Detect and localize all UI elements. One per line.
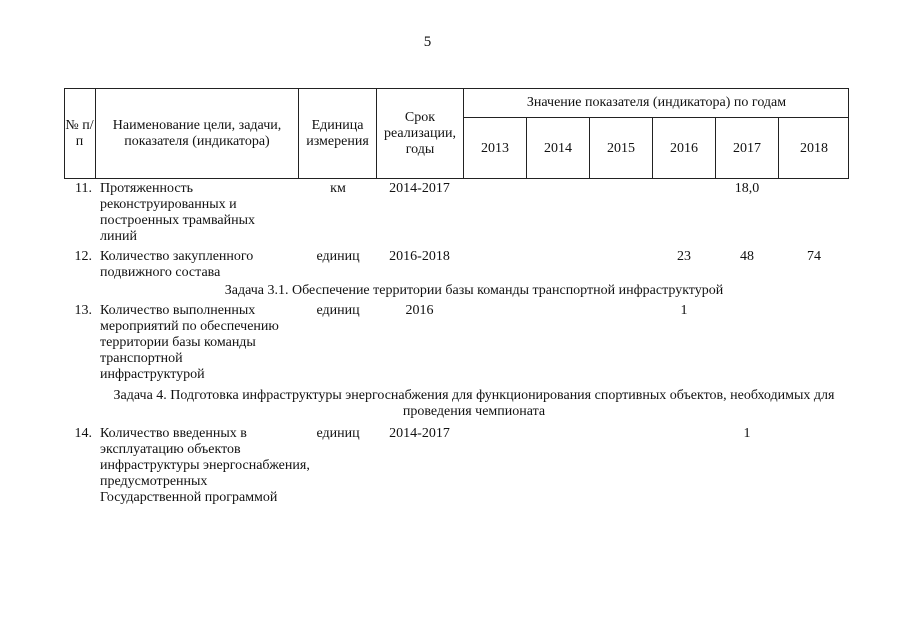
header-name: Наименование цели, задачи, показателя (индикатора) [112,117,282,149]
header-year-2015: 2015 [607,140,635,156]
row-name: Протяженность реконструированных и построенных трамвайных линий [100,181,256,244]
header-term: Срок реализации, годы [384,109,456,157]
row-unit: единиц [316,303,360,318]
header-number: № п/п [65,117,94,149]
row-name: Количество выполненных мероприятий по обеспечению территории базы команды транспортной инфраструктурой [100,303,279,382]
row-term: 2016-2018 [389,249,450,264]
task-heading: Задача 4. Подготовка инфраструктуры энергоснабжения для функционирования спортивных объектов, необходимых для проведения чемпионата [113,388,835,419]
row-value-2017: 1 [743,426,751,441]
header-unit: Единица измерения [306,117,369,149]
row-term: 2014-2017 [389,426,450,441]
row-term: 2014-2017 [389,181,450,196]
row-number: 11. [75,181,92,196]
header-year-2017: 2017 [733,140,761,156]
row-term: 2016 [405,303,434,318]
row-unit: единиц [316,249,360,264]
header-year-2016: 2016 [670,140,698,156]
row-value-2017: 18,0 [734,181,760,196]
row-name: Количество закупленного подвижного состава [100,249,254,280]
header-year-2018: 2018 [800,140,828,156]
row-number: 14. [74,426,92,441]
row-value-2018: 74 [807,249,821,264]
row-value-2016: 23 [677,249,691,264]
row-number: 13. [74,303,92,318]
page-number: 5 [423,34,432,50]
row-name: Количество введенных в эксплуатацию объектов инфраструктуры энергоснабжения, предусмотренных Государственной программой [100,426,310,505]
header-values-group: Значение показателя (индикатора) по годам [526,94,787,110]
row-unit: единиц [316,426,360,441]
row-value-2016: 1 [680,303,688,318]
row-number: 12. [74,249,92,264]
header-year-2014: 2014 [544,140,572,156]
header-year-2013: 2013 [481,140,509,156]
task-heading: Задача 3.1. Обеспечение территории базы команды транспортной инфраструктурой [224,283,724,298]
row-value-2017: 48 [740,249,754,264]
row-unit: км [330,181,346,196]
